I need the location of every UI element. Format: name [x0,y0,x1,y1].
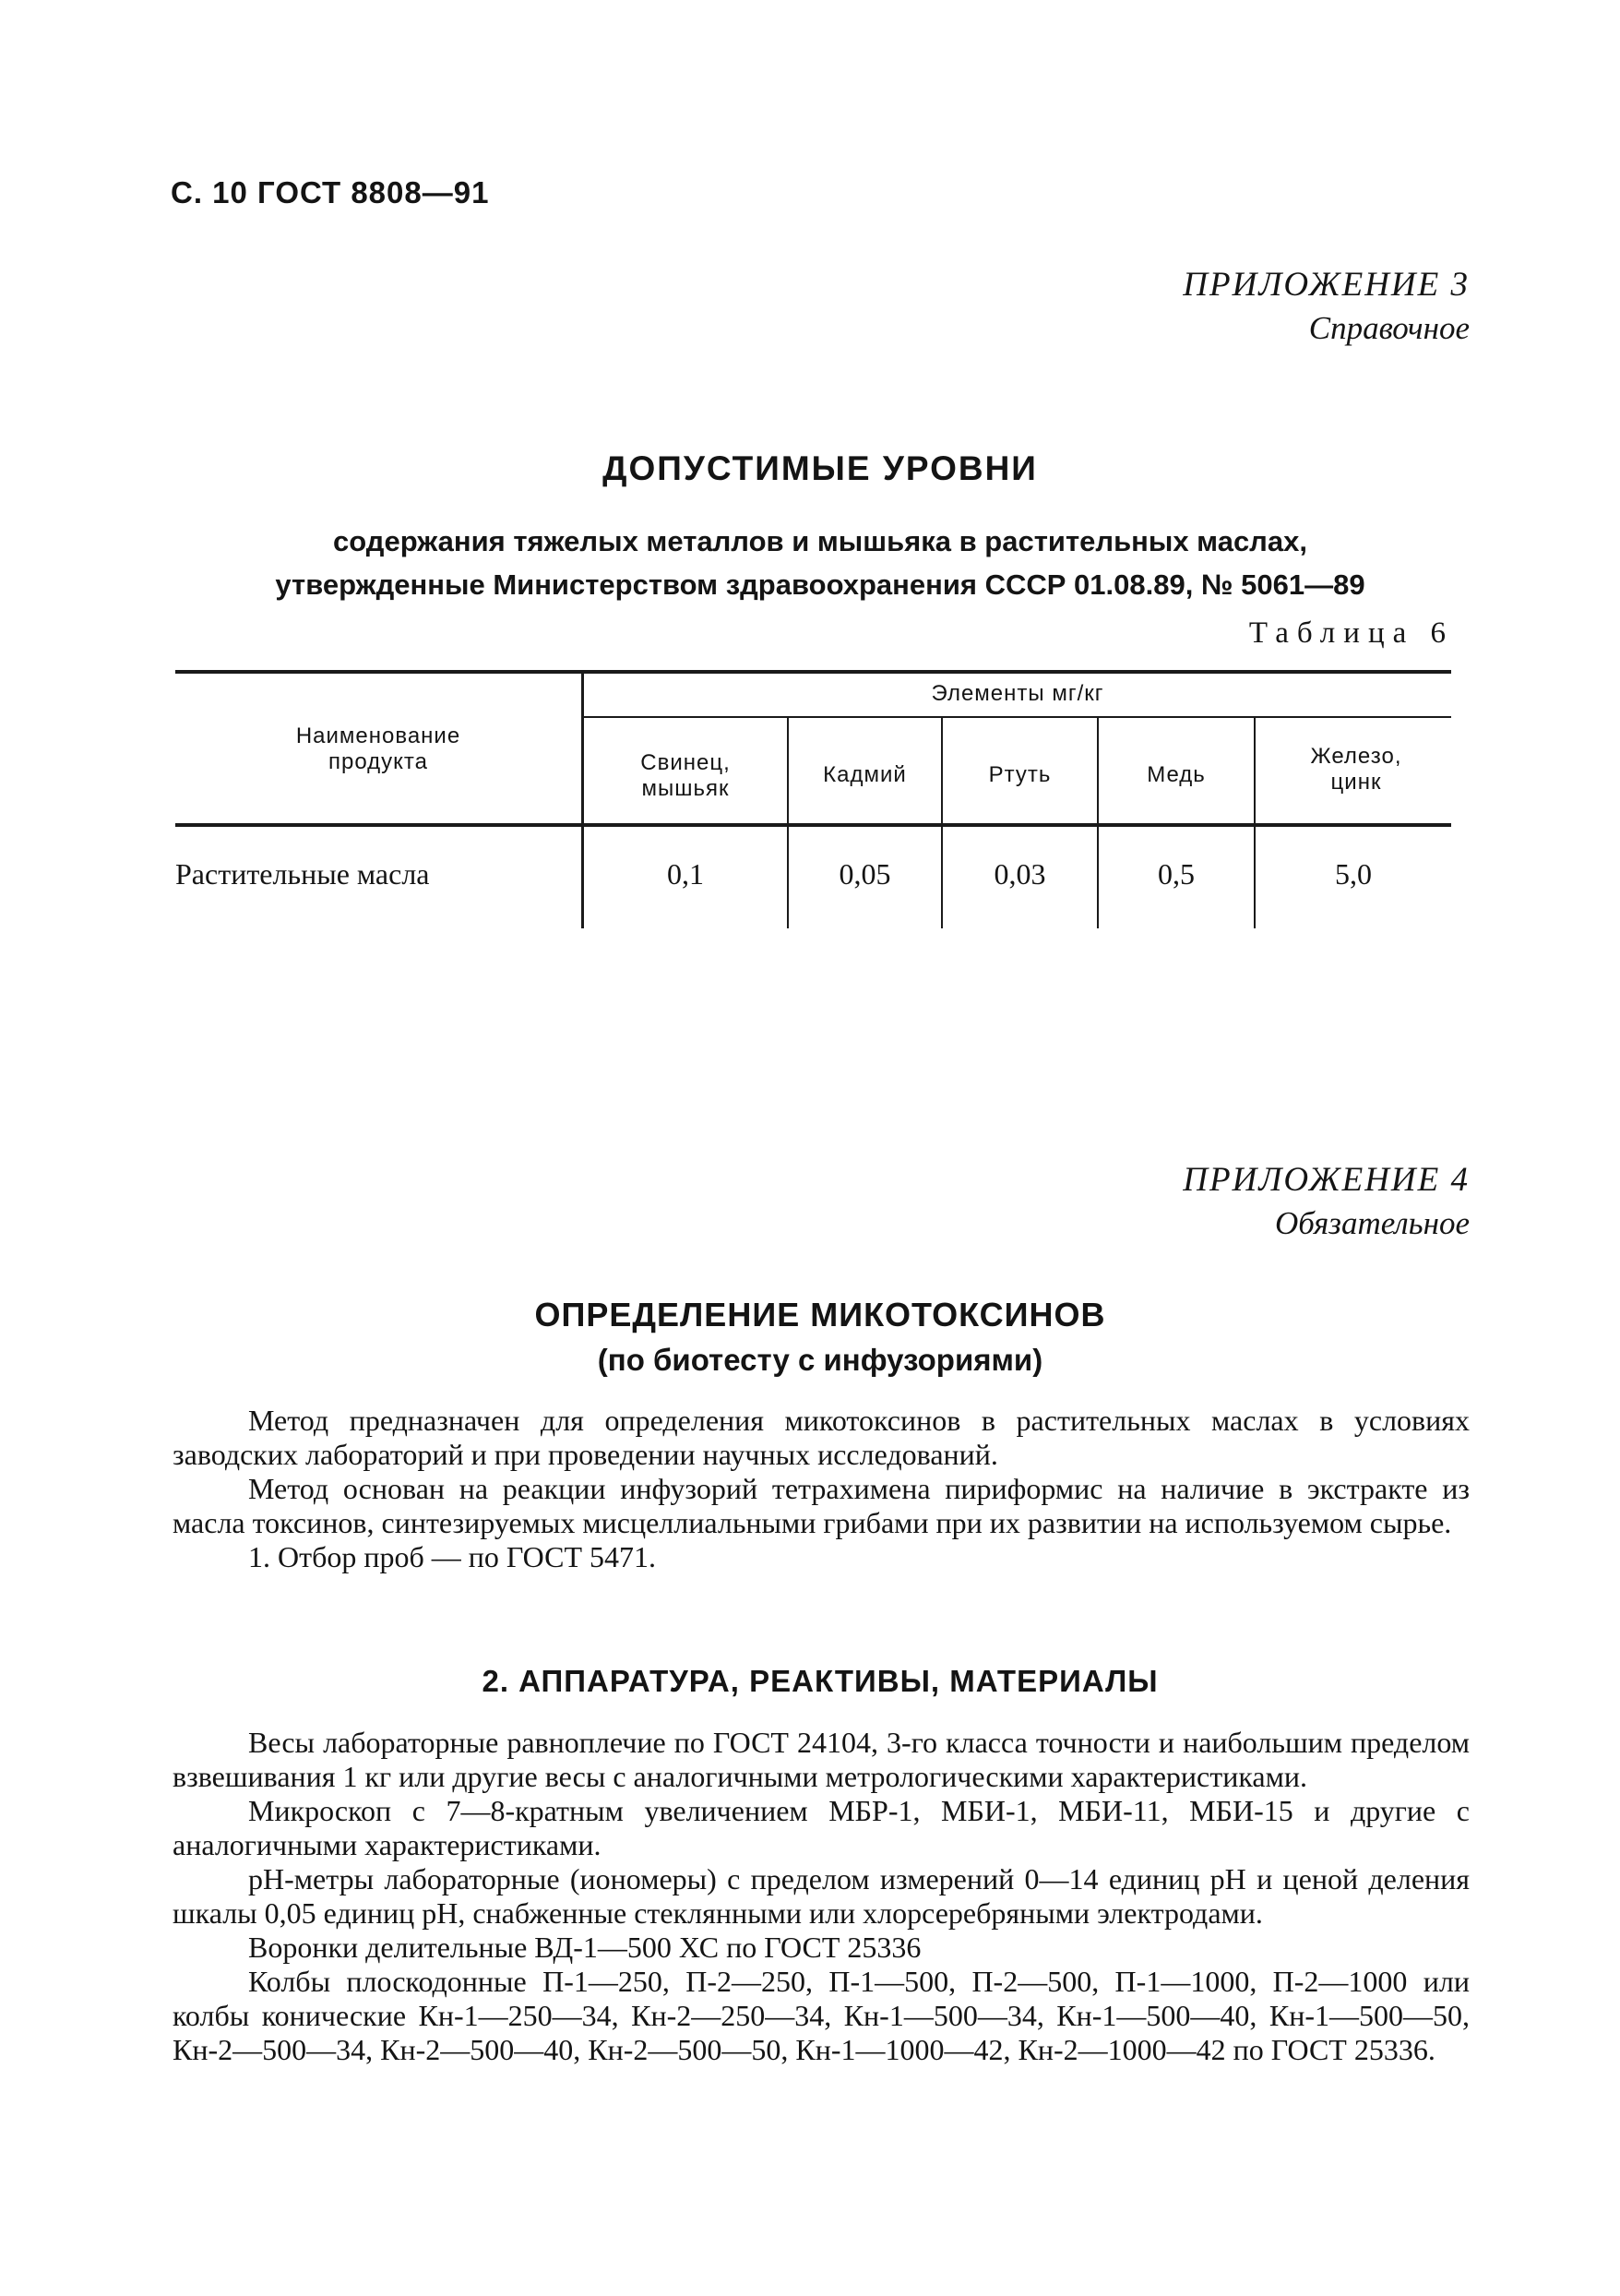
levels-subtitle-line-1: содержания тяжелых металлов и мышьяка в растительных маслах, [333,525,1307,557]
table-vline-3 [1097,718,1099,928]
th-elements-group: Элементы мг/кг [931,681,1104,706]
th-lead-arsenic: Свинец, мышьяк [640,750,731,801]
paragraph: Метод основан на реакции инфузорий тетрахимена пириформис на наличие в экстракте из масла токсинов, синтезируемых мисцеллиальными грибами при их развитии на используемом сырье. [173,1472,1470,1539]
levels-title: ДОПУСТИМЫЕ УРОВНИ [602,449,1038,487]
table-header-rule [175,823,1451,827]
appendix-4-status: Обязательное [1275,1205,1470,1241]
appendix-4-block [1183,1158,1470,1245]
th-cadmium: Кадмий [823,762,907,787]
paragraph: 1. Отбор проб — по ГОСТ 5471. [248,1540,656,1573]
page-header: С. 10 ГОСТ 8808—91 [171,175,490,209]
apparatus-title: 2. АППАРАТУРА, РЕАКТИВЫ, МАТЕРИАЛЫ [482,1664,1159,1698]
th-product: Наименование продукта [295,723,461,774]
mycotoxins-subtitle: (по биотесту с инфузориями) [597,1343,1043,1377]
table-vline-1 [787,718,789,928]
paragraph: рН-метры лабораторные (иономеры) с пределом измерений 0—14 единиц рН и ценой деления шкалы 0,05 единиц рН, снабженные стеклянными или хлорсеребряными электродами. [173,1862,1470,1930]
appendix-3-title: ПРИЛОЖЕНИЕ 3 [1183,266,1470,304]
th-mercury: Ртуть [988,762,1052,787]
th-copper: Медь [1147,762,1206,787]
levels-subtitle-line-2: утвержденные Министерством здравоохранения СССР 01.08.89, № 5061—89 [275,568,1365,601]
paragraph: Микроскоп с 7—8-кратным увеличением МБР-1, МБИ-1, МБИ-11, МБИ-15 и другие с аналогичными характеристиками. [173,1794,1470,1861]
table-vline-4 [1254,718,1256,928]
paragraph: Воронки делительные ВД-1—500 ХС по ГОСТ 25336 [248,1931,922,1964]
table-label: Таблица 6 [1248,616,1454,650]
appendix-3-status: Справочное [1308,310,1470,346]
appendix-3-block [1183,263,1470,350]
th-iron-zinc: Железо, цинк [1310,744,1402,795]
td-product: Растительные масла [175,857,430,891]
td-mercury: 0,03 [994,857,1046,891]
appendix-4-title: ПРИЛОЖЕНИЕ 4 [1183,1161,1470,1199]
paragraph: Метод предназначен для определения микотоксинов в растительных маслах в условиях заводских лабораторий и при проведении научных исследований. [173,1404,1470,1471]
td-cadmium: 0,05 [839,857,891,891]
td-copper: 0,5 [1158,857,1195,891]
table-top-rule [175,670,1451,674]
levels-subtitle [171,520,1470,606]
td-iron-zinc: 5,0 [1335,857,1372,891]
mycotoxins-body [173,1404,1470,1574]
table-group-rule [583,716,1451,718]
apparatus-body [173,1726,1470,2067]
paragraph: Весы лабораторные равноплечие по ГОСТ 24104, 3-го класса точности и наибольшим пределом взвешивания 1 кг или другие весы с аналогичными метрологическими характеристиками. [173,1726,1470,1793]
td-lead-arsenic: 0,1 [667,857,704,891]
table-vline-2 [941,718,943,928]
paragraph: Колбы плоскодонные П-1—250, П-2—250, П-1—500, П-2—500, П-1—1000, П-2—1000 или колбы конические Кн-1—250—34, Кн-2—250—34, Кн-1—500—34, Кн-1—500—40, Кн-1—500—50, Кн-2—500—34, Кн-2—500—40, Кн-2—500—50, Кн-1—1000—42, Кн-2—1000—42 по ГОСТ 25336. [173,1965,1470,2066]
mycotoxins-title: ОПРЕДЕЛЕНИЕ МИКОТОКСИНОВ [534,1296,1106,1333]
